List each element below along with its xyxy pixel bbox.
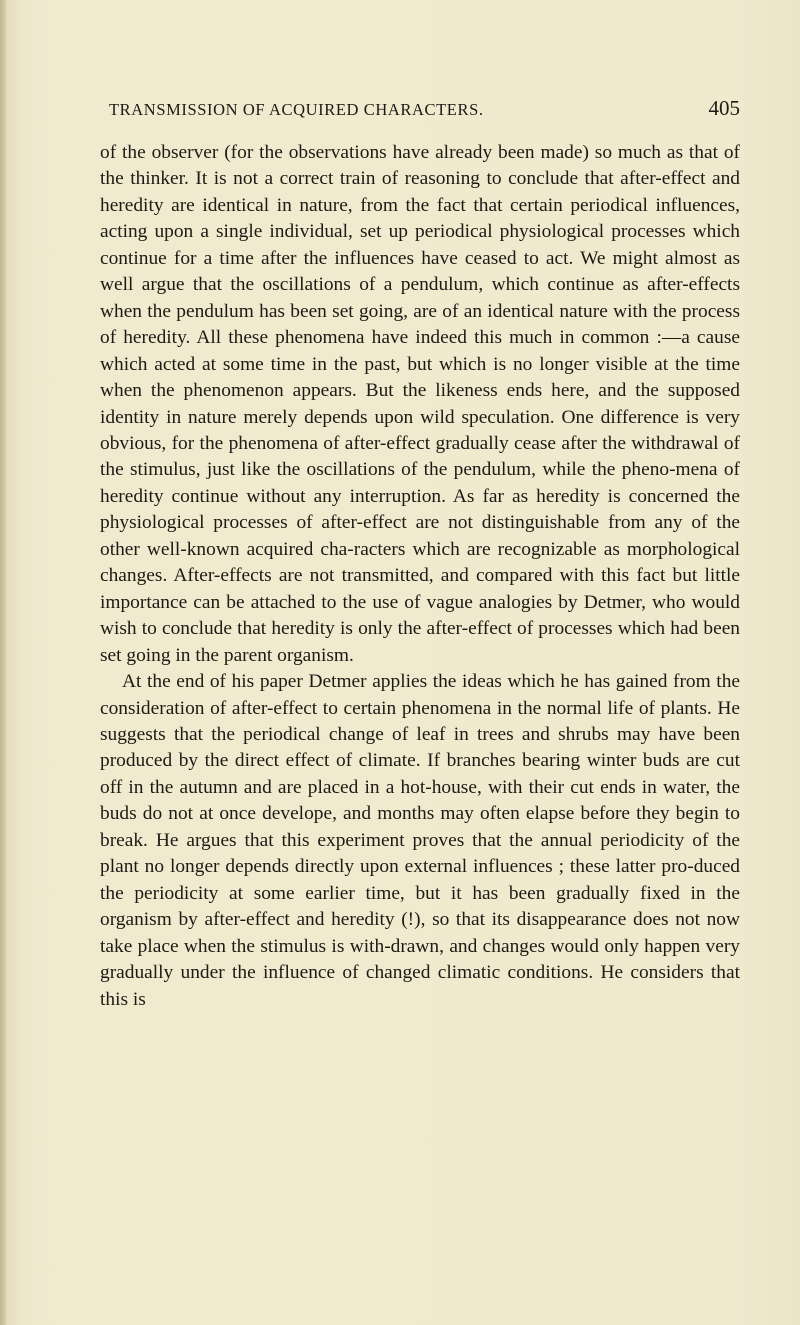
- paragraph-1: of the observer (for the observations have already been made) so much as that of the thinker. It is not a correct train of reasoning to conclude that after-effect and heredity are identical in nature, from the fact that certain periodical influences, acting upon a single individual, set up periodical physiological processes which continue for a time after the influences have ceased to act. We might almost as well argue that the oscillations of a pendulum, which continue as after-effects when the pendulum has been set going, are of an identical nature with the process of heredity. All these phenomena have indeed this much in common :—a cause which acted at some time in the past, but which is no longer visible at the time when the phenomenon appears. But the likeness ends here, and the supposed identity in nature merely depends upon wild speculation. One difference is very obvious, for the phenomena of after-effect gradually cease after the withdrawal of the stimulus, just like the oscillations of the pendulum, while the pheno-mena of heredity continue without any interruption. As far as heredity is concerned the physiological processes of after-effect are not distinguishable from any of the other well-known acquired cha-racters which are recognizable as morphological changes. After-effects are not transmitted, and compared with this fact but little importance can be attached to the use of vague analogies by Detmer, who would wish to conclude that heredity is only the after-effect of processes which had been set going in the parent organism.: [100, 142, 740, 666]
- paragraph-2: At the end of his paper Detmer applies the ideas which he has gained from the consideration of after-effect to certain phenomena in the normal life of plants. He suggests that the periodical change of leaf in trees and shrubs may have been produced by the direct effect of climate. If branches bearing winter buds are cut off in the autumn and are placed in a hot-house, with their cut ends in water, the buds do not at once develope, and months may often elapse before they begin to break. He argues that this experiment proves that the annual periodicity of the plant no longer depends directly upon external influences ; these latter pro-duced the periodicity at some earlier time, but it has been gradually fixed in the organism by after-effect and heredity (!), so that its disappearance does not now take place when the stimulus is with-drawn, and changes would only happen very gradually under the influence of changed climatic conditions. He considers that this is: [100, 671, 740, 1010]
- running-head: [100, 94, 740, 124]
- page-binding-edge: [0, 0, 6, 1325]
- page-number: 405: [708, 96, 740, 120]
- body-text: [100, 140, 740, 1013]
- running-title: TRANSMISSION OF ACQUIRED CHARACTERS.: [109, 100, 484, 119]
